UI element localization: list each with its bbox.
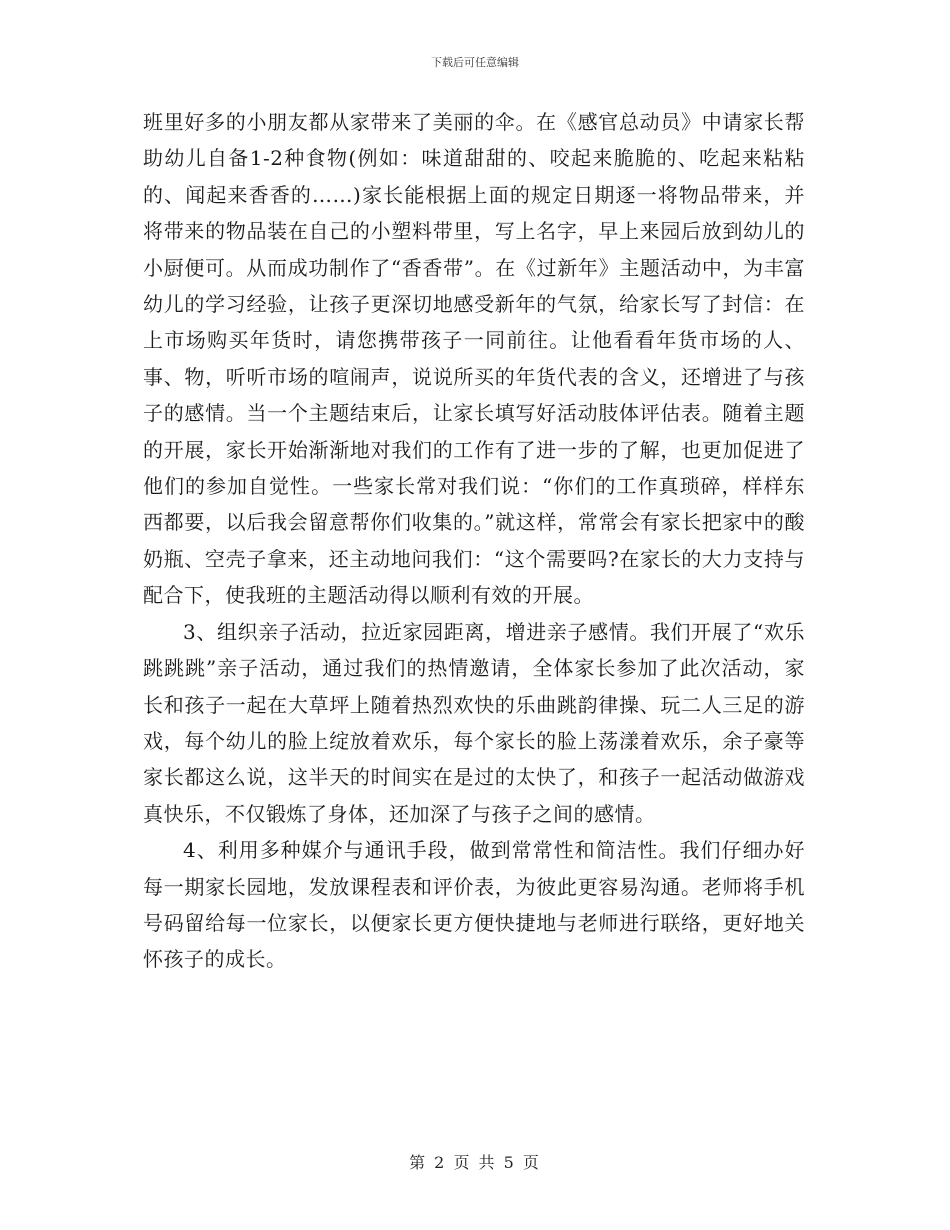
paragraph-continuation: 班里好多的小朋友都从家带来了美丽的伞。在《感官总动员》中请家长帮助幼儿自备1-2种食物(例如：味道甜甜的、咬起来脆脆的、吃起来粘粘的、闻起来香香的……)家长能根据上面的规定日期逐一将物品带来，并将带来的物品装在自己的小塑料带里，写上名字，早上来园后放到幼儿的小厨便可。从而成功制作了“香香带”。在《过新年》主题活动中，为丰富幼儿的学习经验，让孩子更深切地感受新年的气氛，给家长写了封信：在上市场购买年货时，请您携带孩子一同前往。让他看看年货市场的人、事、物，听听市场的喧闹声，说说所买的年货代表的含义，还增进了与孩子的感情。当一个主题结束后，让家长填写好活动肢体评估表。随着主题的开展，家长开始渐渐地对我们的工作有了进一步的了解，也更加促进了他们的参加自觉性。一些家长常对我们说：“你们的工作真琐碎，样样东西都要，以后我会留意帮你们收集的。”就这样，常常会有家长把家中的酸奶瓶、空壳子拿来，还主动地问我们：“这个需要吗?在家长的大力支持与配合下，使我班的主题活动得以顺利有效的开展。 [143,110,805,608]
page-header: 下载后可任意编辑 [431,56,519,69]
paragraph-parent-child-activity: 3、组织亲子活动，拉近家园距离，增进亲子感情。我们开展了“欢乐跳跳跳”亲子活动，通过我们的热情邀请，全体家长参加了此次活动，家长和孩子一起在大草坪上随着热烈欢快的乐曲跳韵律操、玩二人三足的游戏，每个幼儿的脸上绽放着欢乐，每个家长的脸上荡漾着欢乐，余子豪等家长都这么说，这半天的时间实在是过的太快了，和孩子一起活动做游戏真快乐，不仅锻炼了身体，还加深了与孩子之间的感情。 [143,619,805,826]
document-body [143,104,805,978]
page-footer: 第 2 页 共 5 页 [409,1153,541,1172]
paragraph-media-communication: 4、利用多种媒介与通讯手段，做到常常性和简洁性。我们仔细办好每一期家长园地，发放课程表和评价表，为彼此更容易沟通。老师将手机号码留给每一位家长，以便家长更方便快捷地与老师进行联络，更好地关怀孩子的成长。 [143,838,805,972]
